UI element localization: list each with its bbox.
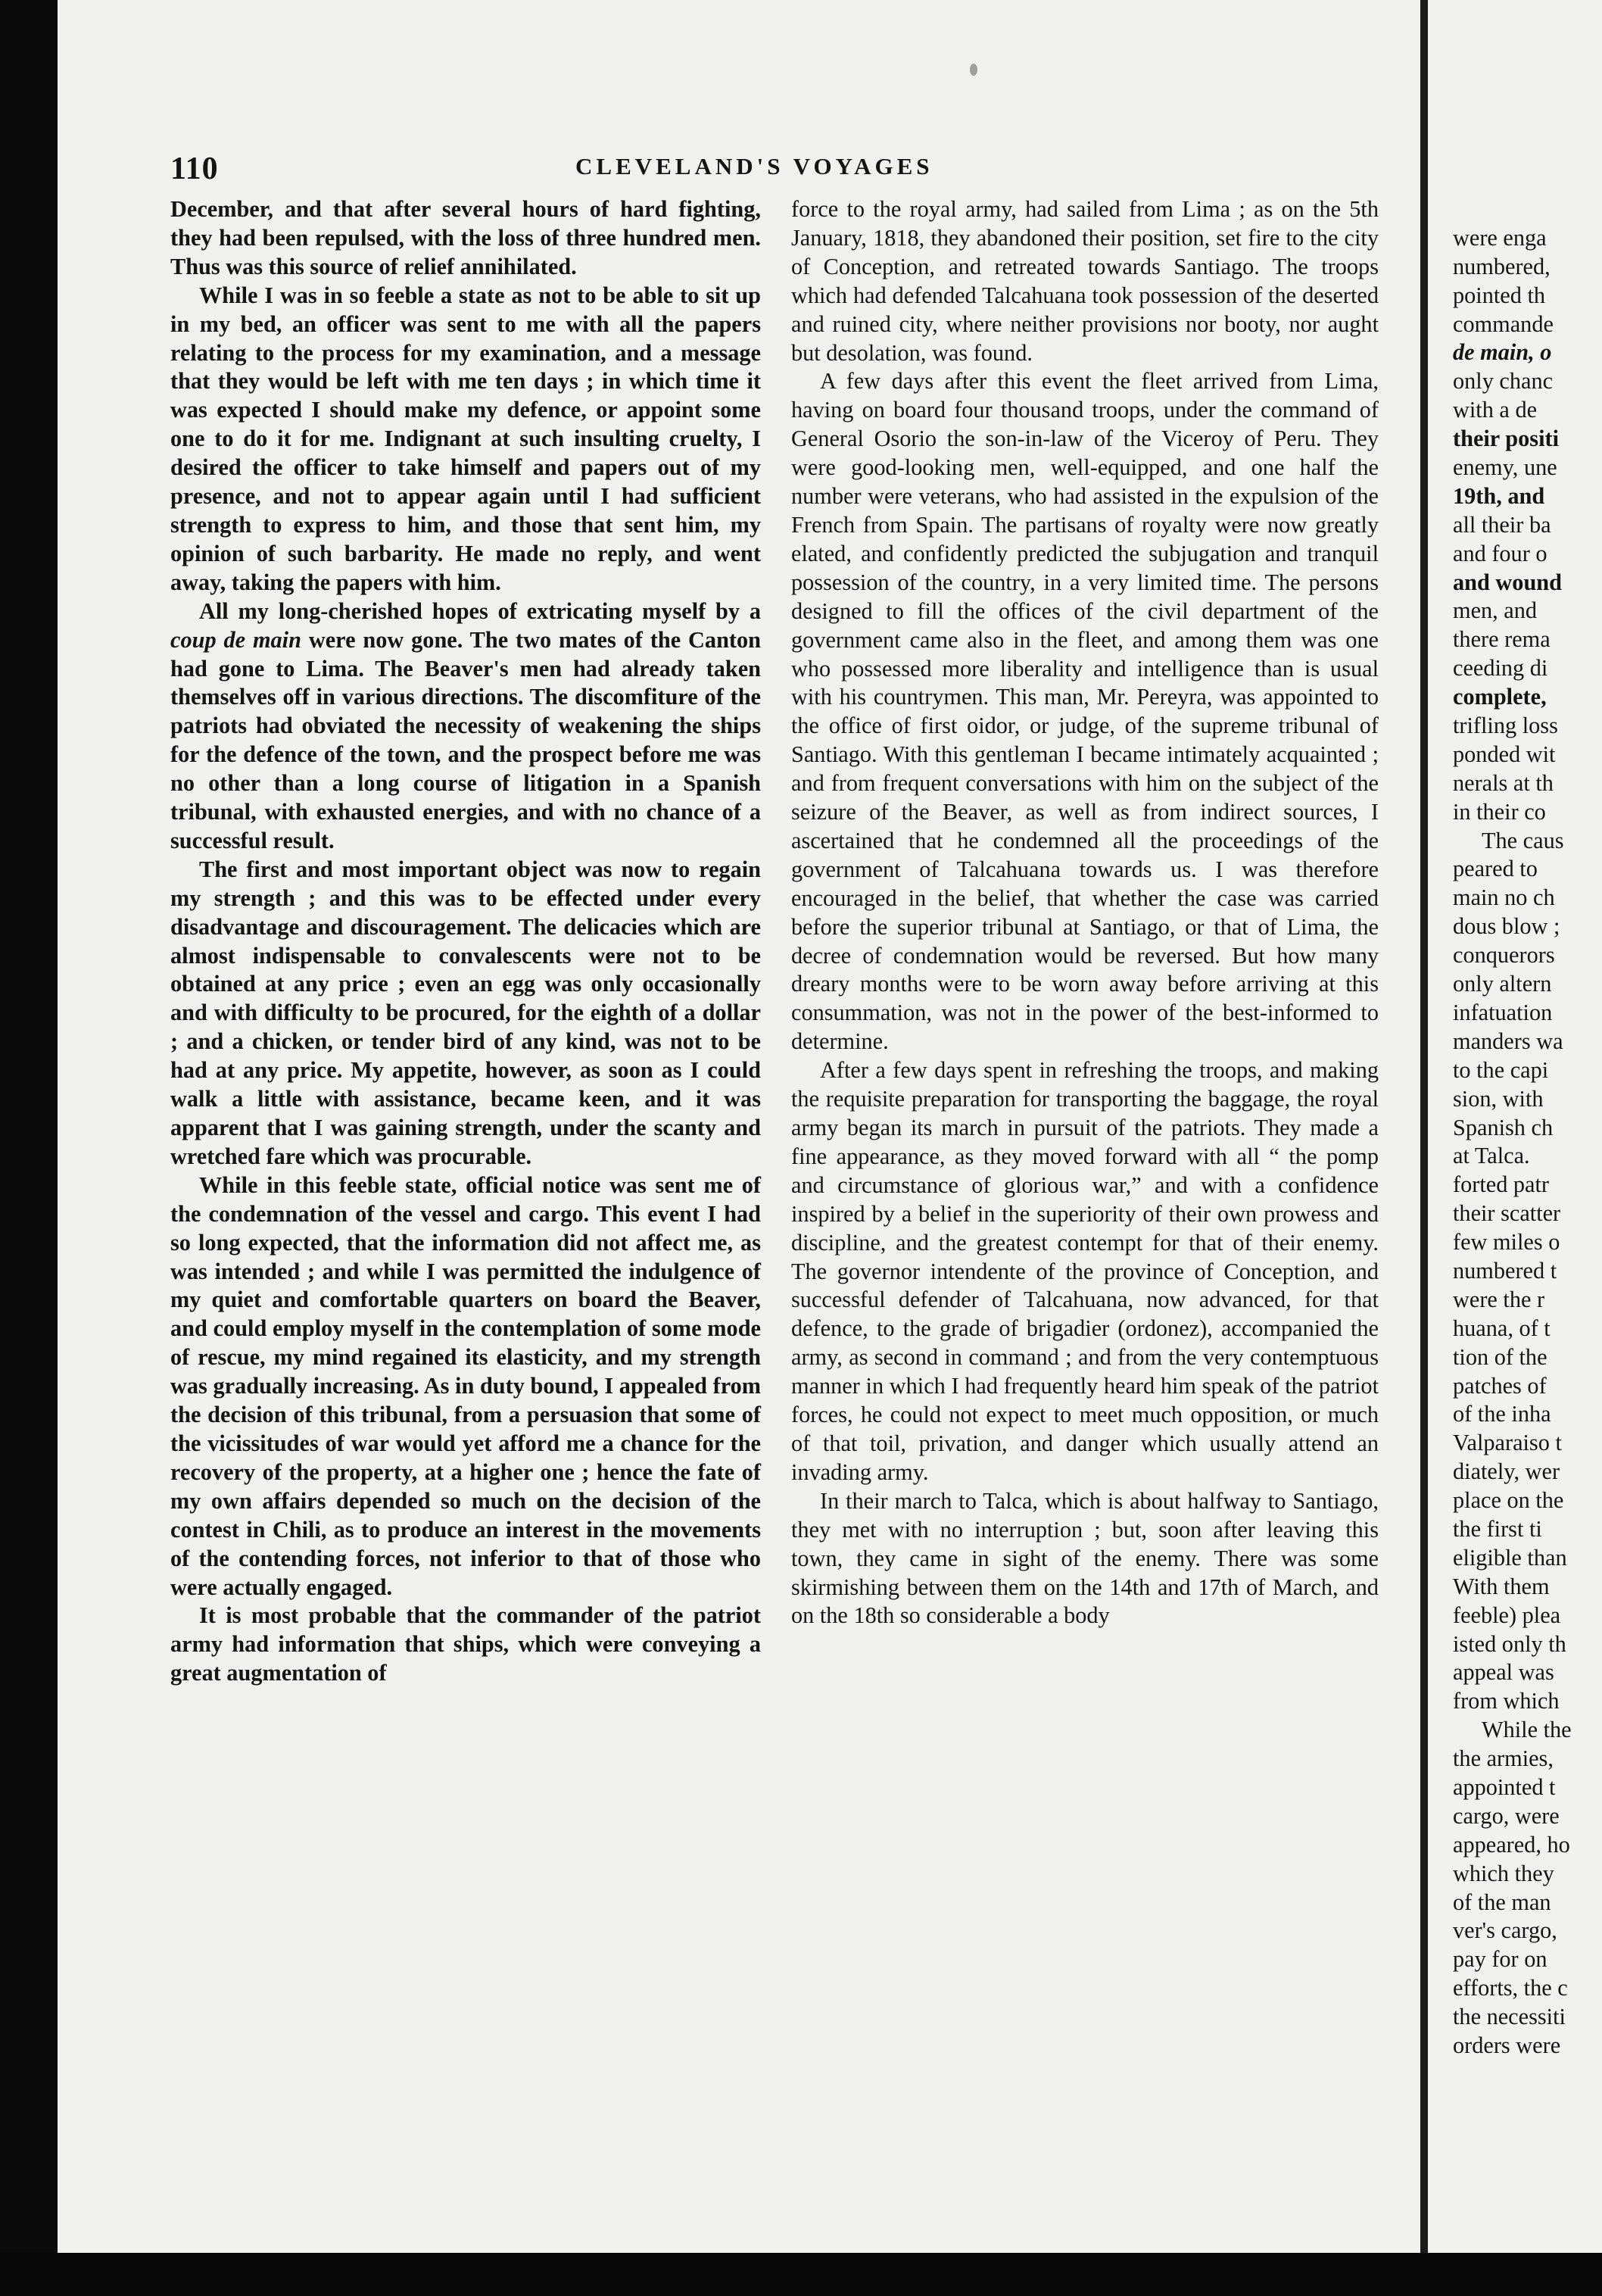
right-column-line: tion of the xyxy=(1453,1343,1547,1370)
right-column-line: infatuation xyxy=(1453,999,1553,1025)
running-head: CLEVELAND'S VOYAGES xyxy=(575,153,933,179)
right-column-line: manders wa xyxy=(1453,1028,1563,1054)
page-gutter xyxy=(1420,0,1428,2253)
right-column-line: sion, with xyxy=(1453,1085,1544,1112)
left-column-paragraph: While I was in so feeble a state as not to be able to sit up in my bed, an officer was sent to me with all the papers relating to the process for my examination, and a message that they would be left with me ten days ; in which time it was expected I should make my defence, or appoint some one to do it for me. Indignant at such insulting cruelty, I desired the officer to take himself and papers out of my presence, and not to appear again until I had sufficient strength to express to him, and those that sent him, my opinion of such barbarity. He made no reply, and went away, taking the papers with him. xyxy=(170,282,761,595)
left-column-paragraph: While in this feeble state, official notice was sent me of the condemnation of the vessel and cargo. This event I had so long expected, that the information did not affect me, as was intended ; and while I was permitted the indulgence of my quiet and comfortable quarters on board the Beaver, and could employ myself in the contemplation of some mode of rescue, my mind regained its elasticity, and my strength was gradually increasing. As in duty bound, I appealed from the decision of this tribunal, from a persuasion that some of the vicissitudes of war would yet afford me a chance for the recovery of the property, at a higher one ; hence the fate of my own affairs depended so much on the decision of the contest in Chili, as to produce an interest in the movements of the contending forces, not inferior to that of those who were actually engaged. xyxy=(170,1171,761,1600)
right-column-line: conquerors xyxy=(1453,942,1555,969)
right-column-line: with a de xyxy=(1453,397,1538,423)
right-column-line: appeared, ho xyxy=(1453,1831,1570,1858)
left-column-paragraph: December, and that after several hours of hard fighting, they had been repulsed, with the loss of three hundred men. Thus was this source of relief annihilated. xyxy=(170,196,761,279)
right-column-line: their positi xyxy=(1453,426,1559,452)
right-column-line: the armies, xyxy=(1453,1745,1554,1772)
middle-column-paragraph: In their march to Talca, which is about halfway to Santiago, they met with no interruption ; but, soon after leaving this town, they came in sight of the enemy. There was some skirmishing between them on the 14th and 17th of March, and on the 18th so considerable a body xyxy=(791,1487,1379,1629)
right-column-line: at Talca. xyxy=(1453,1143,1530,1169)
left-column-paragraph: It is most probable that the commander of the patriot army had information that ships, which were conveying a great augmentation of xyxy=(170,1602,761,1686)
right-column-line: patches of xyxy=(1453,1372,1547,1399)
right-column-line: there rema xyxy=(1453,626,1551,653)
right-column-line: men, and xyxy=(1453,597,1538,624)
right-column-line: cargo, were xyxy=(1453,1802,1560,1829)
middle-text-column xyxy=(791,195,1379,1630)
left-column-paragraph xyxy=(170,597,761,856)
right-column-line: appointed t xyxy=(1453,1773,1556,1800)
middle-column-paragraph: After a few days spent in refreshing the troops, and making the requisite preparation for transporting the baggage, the royal army began its march in pursuit of the patriots. They made a fine appearance, as they moved forward with all “ the pomp and circumstance of glorious war,” and with a confidence inspired by a belief in the superiority of their own prowess and discipline, and the greatest contempt for that of their enemy. The governor intendente of the province of Conception, and successful defender of Talcahuana, now advanced, for that defence, to the grade of brigadier (ordonez), accompanied the army, as second in command ; and from the very contemptuous manner in which I had frequently heard him speak of the patriot forces, he could not expect to meet much opposition, or much of that toil, privation, and danger which usually attend an invading army. xyxy=(791,1057,1379,1485)
right-column-line: isted only th xyxy=(1453,1630,1566,1657)
paragraph-text: were now gone. The two mates of the Canton had gone to Lima. The Beaver's men had already taken themselves off in various directions. The discomfiture of the patriots had obviated the necessity of weakening the ships for the defence of the town, and the prospect before me was no other than a long course of litigation in a Spanish tribunal, with exhausted energies, and with no chance of a successful result. xyxy=(170,626,762,853)
right-column-line: numbered t xyxy=(1453,1257,1557,1284)
right-column-line: trifling loss xyxy=(1453,713,1558,739)
right-column-line: huana, of t xyxy=(1453,1315,1551,1341)
right-column-line: The caus xyxy=(1482,827,1564,853)
right-column-line: complete, xyxy=(1453,684,1547,710)
right-column-line: ver's cargo, xyxy=(1453,1917,1557,1944)
paragraph-text: All my long-cherished hopes of extricating myself by a xyxy=(199,597,761,624)
page-number: 110 xyxy=(170,151,219,186)
right-column-line: pointed th xyxy=(1453,282,1546,308)
ink-spot xyxy=(970,64,977,76)
right-column-line: in their co xyxy=(1453,798,1546,825)
right-column-line: Valparaiso t xyxy=(1453,1430,1562,1456)
right-column-line: While the xyxy=(1482,1717,1572,1743)
right-column-line: place on the xyxy=(1453,1487,1564,1514)
middle-column-paragraph: A few days after this event the fleet arrived from Lima, having on board four thousand troops, under the command of General Osorio the son-in-law of the Viceroy of Peru. They were good-looking men, well-equipped, and one half the number were veterans, who had assisted in the expulsion of the French from Spain. The partisans of royalty were now greatly elated, and confidently predicted the subjugation and tranquil possession of the country, in a very limited time. The persons designed to fill the offices of the civil department of the government came also in the fleet, and among them was one who possessed more liberality and intelligence than is usual with his countrymen. This man, Mr. Pereyra, was appointed to the office of first oidor, or judge, of the supreme tribunal of Santiago. With this gentleman I became intimately acquainted ; and from frequent conversations with him on the subject of the seizure of the Beaver, as well as from indirect sources, I ascertained that he condemned all the proceedings of the government of Talcahuana towards us. I was therefore encouraged in the belief, that whether the case was carried before the superior tribunal at Santiago, or that of Lima, the decree of condemnation would be reversed. But how many dreary months were to be worn away before arriving at this consummation, was not in the power of the best-informed to determine. xyxy=(791,368,1379,1055)
right-column-line: the necessiti xyxy=(1453,2004,1566,2030)
right-column-line: pay for on xyxy=(1453,1946,1547,1973)
right-column-line: nerals at th xyxy=(1453,769,1554,796)
right-column-line: and four o xyxy=(1453,540,1547,566)
right-column-line: ponded wit xyxy=(1453,741,1556,767)
right-column-line: were the r xyxy=(1453,1286,1545,1312)
right-column-line: and wound xyxy=(1453,569,1562,595)
right-column-line: appeal was xyxy=(1453,1659,1554,1686)
right-column-line: commande xyxy=(1453,310,1554,337)
right-column-line: which they xyxy=(1453,1860,1554,1886)
right-column-line: their scatter xyxy=(1453,1200,1561,1227)
right-column-line: numbered, xyxy=(1453,253,1551,279)
right-column-line: eligible than xyxy=(1453,1544,1567,1571)
right-column-line xyxy=(1453,195,1602,224)
right-column-line: were enga xyxy=(1453,224,1547,251)
right-column-line: Spanish ch xyxy=(1453,1114,1554,1140)
right-column-line: enemy, une xyxy=(1453,454,1557,481)
right-column-line: With them xyxy=(1453,1573,1550,1599)
scan-border xyxy=(0,2253,1602,2296)
right-column-line: dous blow ; xyxy=(1453,913,1560,940)
right-column-line: to the capi xyxy=(1453,1056,1549,1083)
right-column-line: the first ti xyxy=(1453,1515,1542,1542)
right-column-line: efforts, the c xyxy=(1453,1975,1568,2001)
right-column-line: of the inha xyxy=(1453,1401,1551,1427)
left-column-paragraph: The first and most important object was now to regain my strength ; and this was to be effected under every disadvantage and discouragement. The delicacies which are almost indispensable to convalescents were not to be obtained at any price ; even an egg was only occasionally and with difficulty to be procured, for the eighth of a dollar ; and a chicken, or tender bird of any kind, was not to be had at any price. My appetite, however, as soon as I could walk a little with assistance, became keen, and it was apparent that I was gaining strength, under the scanty and wretched fare which was procurable. xyxy=(170,856,761,1169)
right-column-line: forted patr xyxy=(1453,1171,1550,1198)
left-text-column xyxy=(170,195,761,1688)
right-column-line: main no ch xyxy=(1453,884,1555,911)
italic-phrase: coup de main xyxy=(170,626,301,653)
right-column-line: de main, o xyxy=(1453,339,1552,366)
right-column-line: only chanc xyxy=(1453,368,1554,395)
right-column-line: diately, wer xyxy=(1453,1458,1560,1485)
right-column-line: only altern xyxy=(1453,971,1552,997)
right-column-line: orders were xyxy=(1453,2032,1561,2058)
right-column-line: 19th, and xyxy=(1453,482,1545,509)
right-column-line: from which xyxy=(1453,1688,1560,1714)
right-column-line: peared to xyxy=(1453,856,1538,882)
right-text-column-fragment xyxy=(1453,195,1602,2060)
right-column-line: few miles o xyxy=(1453,1229,1560,1256)
right-column-line: of the man xyxy=(1453,1889,1551,1915)
right-column-line: feeble) plea xyxy=(1453,1602,1561,1628)
right-column-line: ceeding di xyxy=(1453,655,1548,682)
right-column-line: all their ba xyxy=(1453,511,1551,538)
middle-column-paragraph: force to the royal army, had sailed from Lima ; as on the 5th January, 1818, they abandoned their position, set fire to the city of Conception, and retreated towards Santiago. The troops which had defended Talcahuana took possession of the deserted and ruined city, where neither provisions nor booty, nor aught but desolation, was found. xyxy=(791,196,1379,366)
